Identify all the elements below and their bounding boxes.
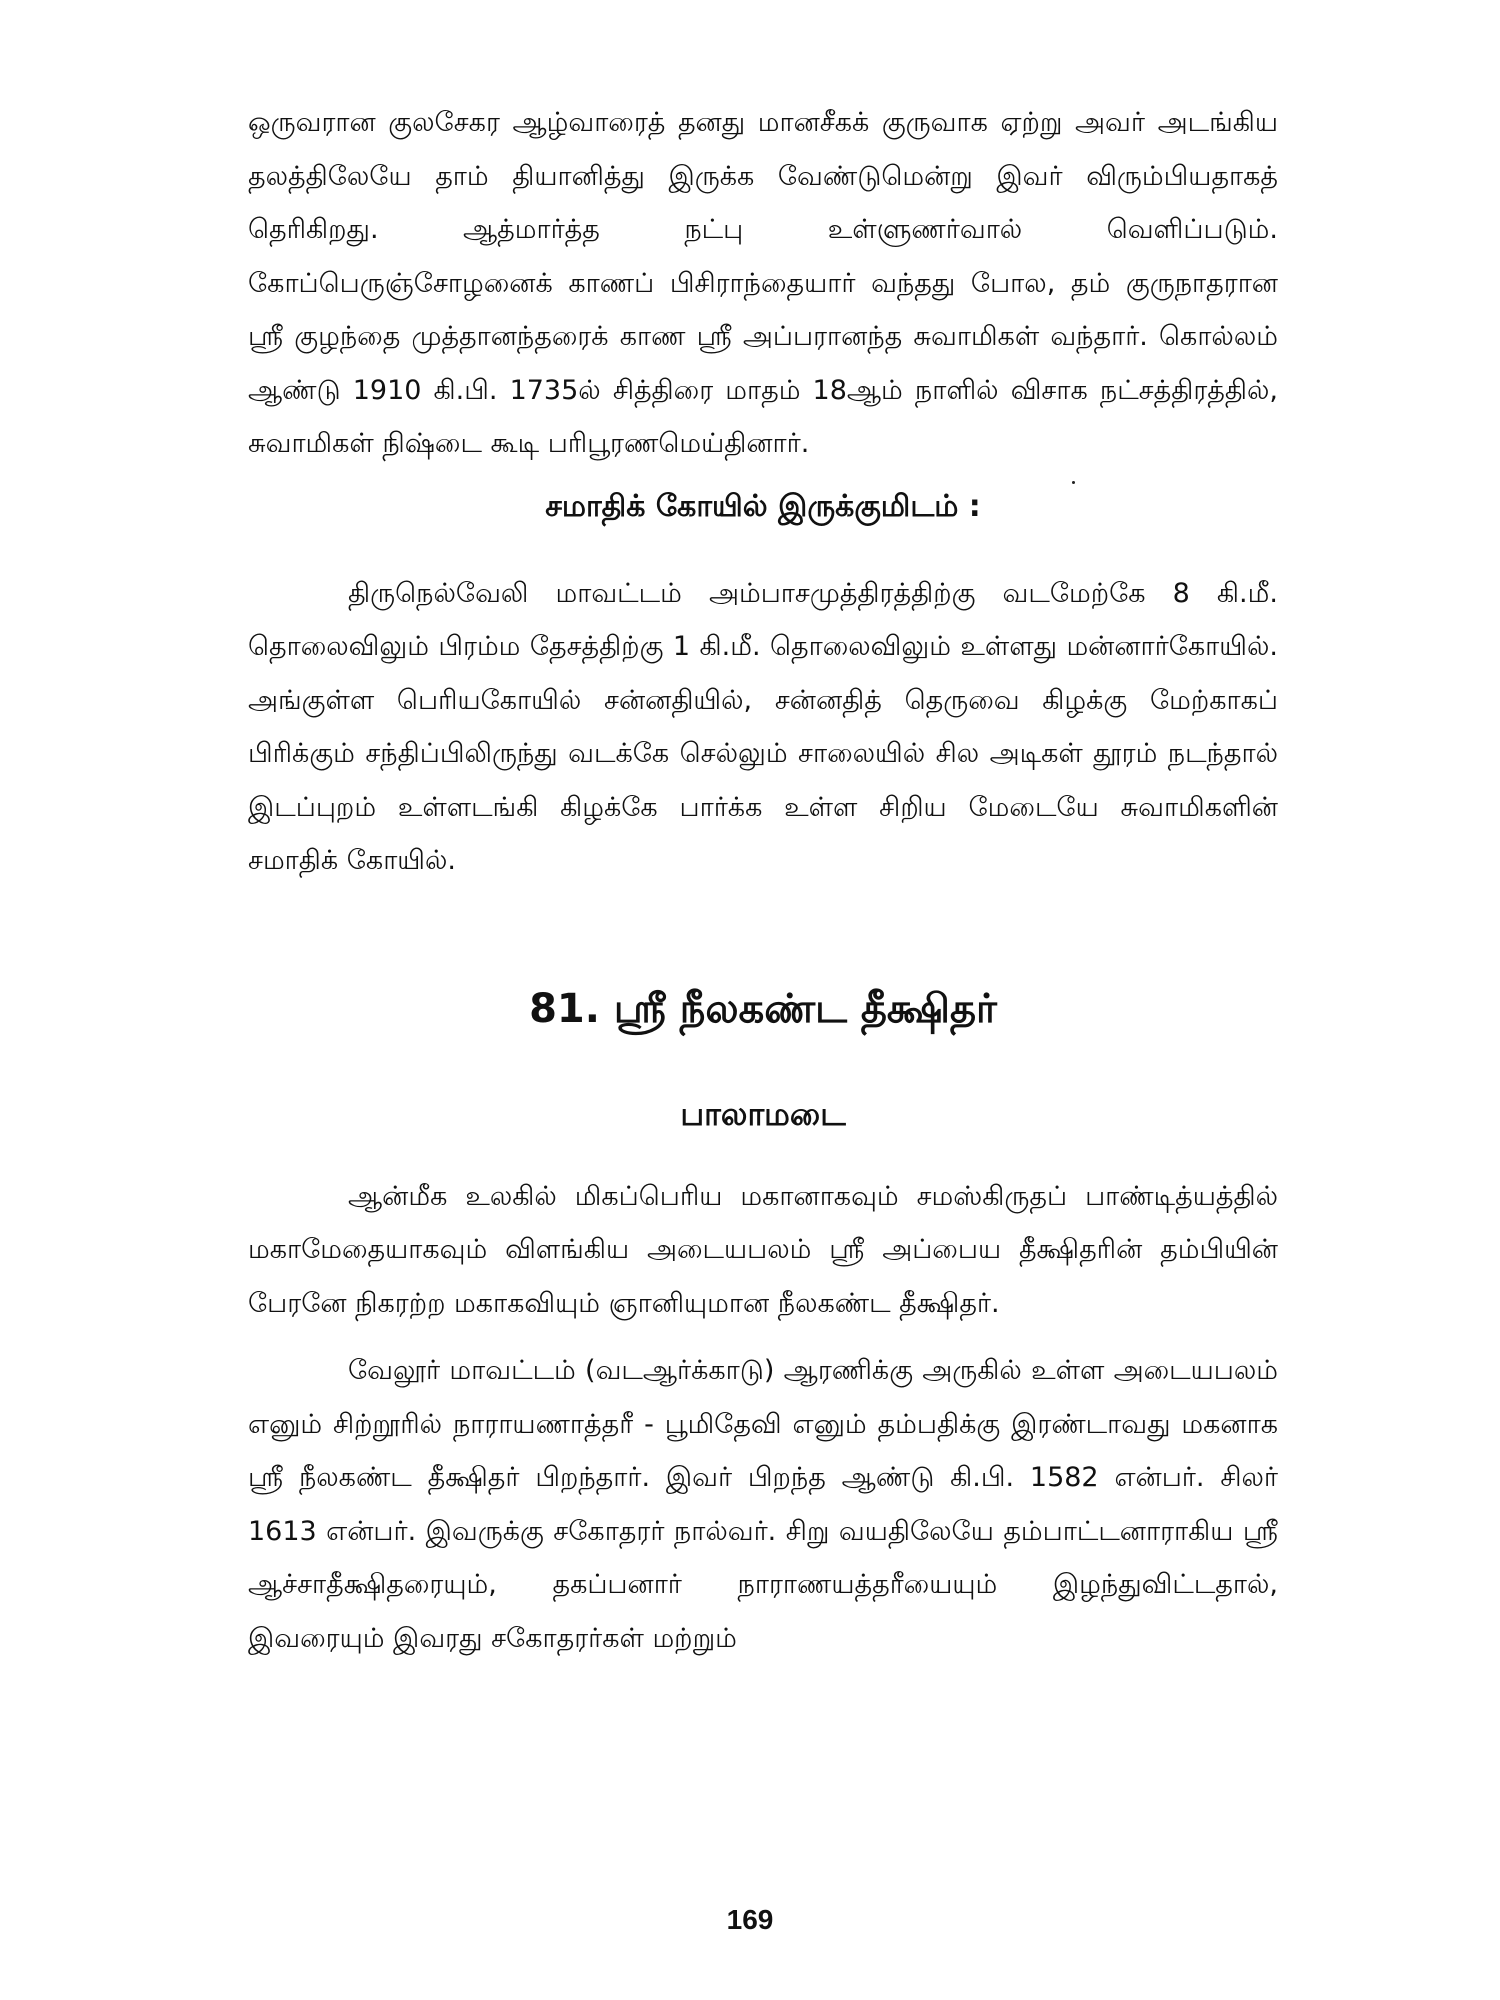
place-heading: பாலாமடை [680, 1094, 846, 1133]
paragraph-samadhi-intro: ஒருவரான குலசேகர ஆழ்வாரைத் தனது மானசீகக் குருவாக ஏற்று அவர் அடங்கிய தலத்திலேயே தாம் தியானித்து இருக்க வேண்டுமென்று இவர் விரும்பியதாகத் தெரிகிறது. ஆத்மார்த்த நட்பு உள்ளுணர்வால் வெளிப்படும். கோப்பெருஞ்சோழனைக் காணப் பிசிராந்தையார் வந்தது போல, தம் குருநாதரான ஸ்ரீ குழந்தை முத்தானந்தரைக் காண ஸ்ரீ அப்பரானந்த சுவாமிகள் வந்தார். கொல்லம் ஆண்டு 1910 கி.பி. 1735ல் சித்திரை மாதம் 18ஆம் நாளில் விசாக நட்சத்திரத்தில், சுவாமிகள் நிஷ்டை கூடி பரிபூரணமெய்தினார். [248, 107, 1278, 459]
page-number: 169 [726, 1904, 774, 1935]
document-page [248, 96, 1278, 1665]
chapter-title: 81. ஸ்ரீ நீலகண்ட தீக்ஷிதர் [529, 985, 997, 1032]
paragraph-birth: வேலூர் மாவட்டம் (வடஆர்க்காடு) ஆரணிக்கு அருகில் உள்ள அடையபலம் எனும் சிற்றூரில் நாராயணாத்தரீ - பூமிதேவி எனும் தம்பதிக்கு இரண்டாவது மகனாக ஸ்ரீ நீலகண்ட தீக்ஷிதர் பிறந்தார். இவர் பிறந்த ஆண்டு கி.பி. 1582 என்பர். சிலர் 1613 என்பர். இவருக்கு சகோதரர் நால்வர். சிறு வயதிலேயே தம்பாட்டனாராகிய ஸ்ரீ ஆச்சாதீக்ஷிதரையும், தகப்பனார் நாராணயத்தரீயையும் இழந்துவிட்டதால், இவரையும் இவரது சகோதரர்கள் மற்றும் [248, 1355, 1278, 1654]
print-speck [1072, 481, 1075, 484]
section-heading-samadhi-location: சமாதிக் கோயில் இருக்குமிடம் : [545, 488, 981, 524]
paragraph-introduction: ஆன்மீக உலகில் மிகப்பெரிய மகானாகவும் சமஸ்கிருதப் பாண்டித்யத்தில் மகாமேதையாகவும் விளங்கிய அடையபலம் ஸ்ரீ அப்பைய தீக்ஷிதரின் தம்பியின் பேரனே நிகரற்ற மகாகவியும் ஞானியுமான நீலகண்ட தீக்ஷிதர். [248, 1180, 1278, 1319]
paragraph-samadhi-location: திருநெல்வேலி மாவட்டம் அம்பாசமுத்திரத்திற்கு வடமேற்கே 8 கி.மீ. தொலைவிலும் பிரம்ம தேசத்திற்கு 1 கி.மீ. தொலைவிலும் உள்ளது மன்னார்கோயில். அங்குள்ள பெரியகோயில் சன்னதியில், சன்னதித் தெருவை கிழக்கு மேற்காகப் பிரிக்கும் சந்திப்பிலிருந்து வடக்கே செல்லும் சாலையில் சில அடிகள் தூரம் நடந்தால் இடப்புறம் உள்ளடங்கி கிழக்கே பார்க்க உள்ள சிறிய மேடையே சுவாமிகளின் சமாதிக் கோயில். [248, 577, 1278, 876]
